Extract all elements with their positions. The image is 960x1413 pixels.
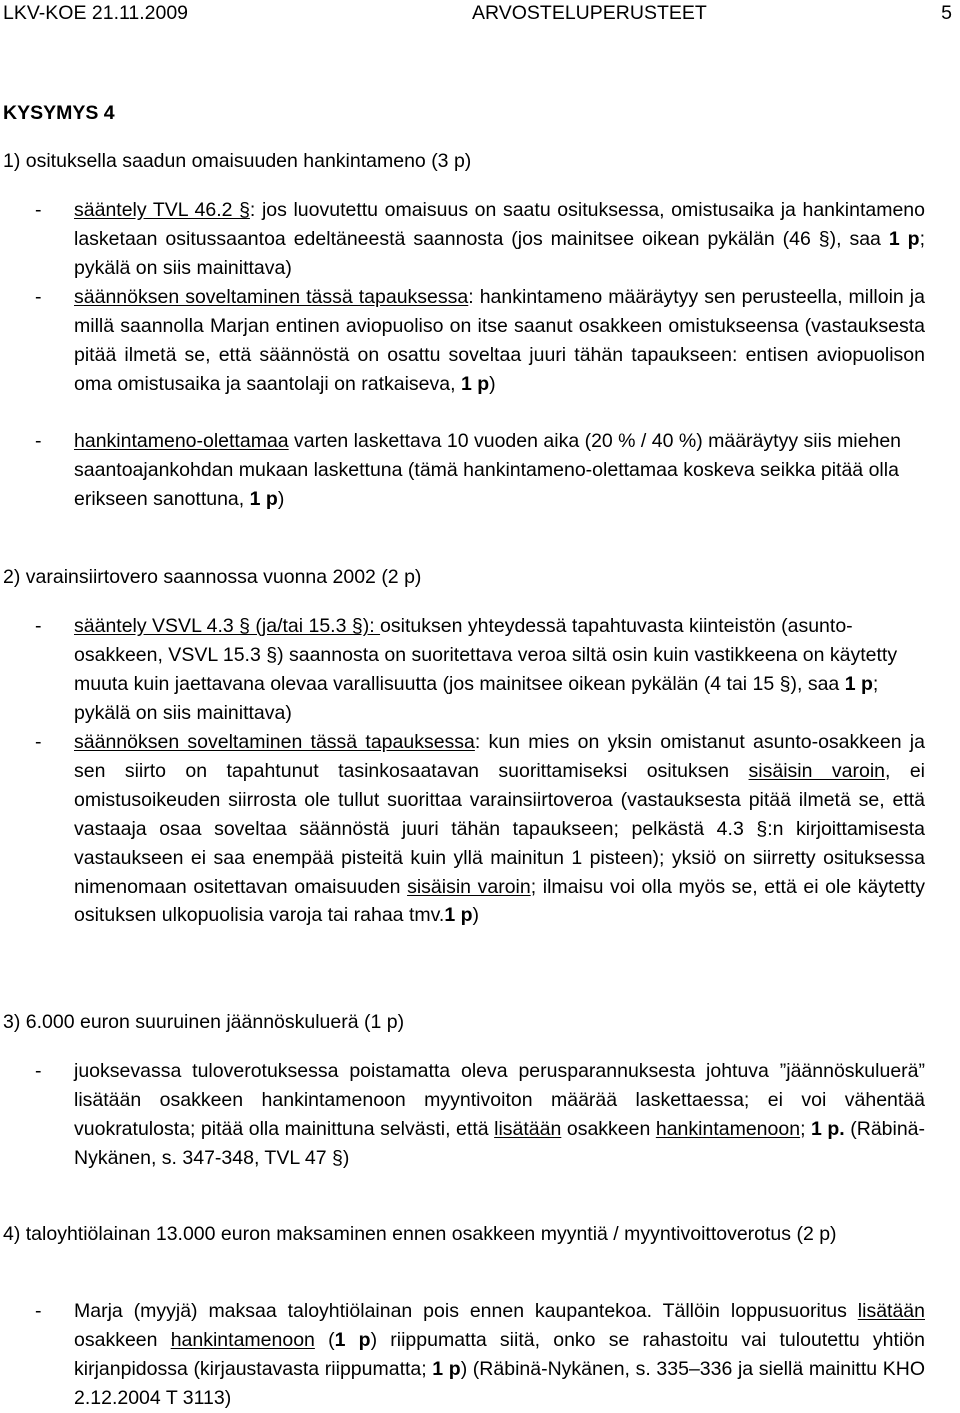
list-item-text: juoksevassa tuloverotuksessa poistamatta oleva perusparannuksesta johtuva ”jäännöskuluerä” lisätään osakkeen hankintamenoon myyntivoiton määrää laskettaessa; ei voi vähentää vuokratulosta; pitää olla mainittuna selvästi, että lisätään osakkeen hankintamenoon; 1 p. (Räbinä-Nykänen, s. 347-348, TVL 47 §)	[74, 1060, 926, 1169]
list-item	[3, 612, 925, 728]
list-item-text: sääntely VSVL 4.3 § (ja/tai 15.3 §): osituksen yhteydessä tapahtuvasta kiinteistön (asunto-osakkeen, VSVL 15.3 §) saannosta on suoritettava veroa siltä osin kuin vastikkeena on käytetty muuta kuin jaettavana olevaa varallisuutta (jos mainitsee oikean pykälän (4 tai 15 §), saa 1 p; pykälä on siis mainittava)	[74, 615, 898, 724]
header-page-number: 5	[941, 2, 952, 24]
section-heading-2: 2) varainsiirtovero saannossa vuonna 2002 (2 p)	[3, 566, 422, 588]
bullet-dash: -	[35, 199, 42, 221]
list-item-text: hankintameno-olettamaa varten laskettava 10 vuoden aika (20 % / 40 %) määräytyy siis miehen saantoajankohdan mukaan laskettuna (tämä hankintameno-olettamaa koskeva seikka pitää olla erikseen sanottuna, 1 p)	[74, 430, 902, 510]
question-title: KYSYMYS 4	[3, 102, 115, 124]
section-heading-3: 3) 6.000 euron suuruinen jäännöskuluerä (1 p)	[3, 1011, 405, 1033]
list-item	[3, 196, 925, 283]
list-item-text: säännöksen soveltaminen tässä tapauksessa: hankintameno määräytyy sen perusteella, milloin ja millä saannolla Marjan entinen aviopuoliso on itse saanut osakkeen omistukseensa (vastauksesta pitää ilmetä se, että säännöstä on osattu soveltaa juuri tähän tapaukseen: entisen aviopuolison oma omistusaika ja saantolaji on ratkaiseva, 1 p)	[74, 286, 925, 395]
list-item-text: säännöksen soveltaminen tässä tapauksessa: kun mies on yksin omistanut asunto-osakkeen ja sen siirto on tapahtunut tasinkosaatavan suorittamiseksi osituksen sisäisin varoin, ei omistusoikeuden siirrosta ole tullut suorittaa varainsiirtoveroa (vastauksesta pitää ilmetä se, että vastaaja osaa soveltaa säännöstä juuri tähän tapaukseen; pelkästä 4.3 §:n kirjoittamisesta vastaukseen ei saa enempää pisteitä kuin yllä mainitun 1 pisteen); yksiö on siirretty osituksessa nimenomaan ositettavan omaisuuden sisäisin varoin; ilmaisu voi olla myös se, että ei ole käytetty osituksen ulkopuolisia varoja tai rahaa tmv.1 p)	[74, 731, 925, 927]
bullet-dash: -	[35, 615, 42, 637]
bullet-dash: -	[35, 430, 42, 452]
section-heading-1: 1) osituksella saadun omaisuuden hankintameno (3 p)	[3, 150, 472, 172]
list-item	[3, 1057, 925, 1173]
list-item	[3, 728, 925, 930]
bullet-dash: -	[35, 1060, 42, 1082]
header-title: ARVOSTELUPERUSTEET	[472, 2, 707, 24]
list-item	[3, 283, 925, 399]
bullet-dash: -	[35, 286, 42, 308]
list-item-text: sääntely TVL 46.2 §: jos luovutettu omaisuus on saatu osituksessa, omistusaika ja hankintameno lasketaan ositussaantoa edeltäneestä saannosta (jos mainitsee oikean pykälän (46 §), saa 1 p; pykälä on siis mainittava)	[74, 199, 925, 279]
page-header	[3, 0, 952, 26]
list-item	[3, 427, 925, 514]
list-item-text: Marja (myyjä) maksaa taloyhtiölainan pois ennen kaupantekoa. Tällöin loppusuoritus lisätään osakkeen hankintamenoon (1 p) riippumatta siitä, onko se rahastoitu vai tuloutettu yhtiön kirjanpidossa (kirjaustavasta riippumatta; 1 p) (Räbinä-Nykänen, s. 335–336 ja siellä mainittu KHO 2.12.2004 T 3113)	[74, 1300, 925, 1409]
header-exam-date: LKV-KOE 21.11.2009	[3, 2, 189, 24]
bullet-dash: -	[35, 1300, 42, 1322]
bullet-dash: -	[35, 731, 42, 753]
section-heading-4: 4) taloyhtiölainan 13.000 euron maksaminen ennen osakkeen myyntiä / myyntivoittoverotus (2 p)	[3, 1223, 837, 1245]
list-item	[3, 1297, 925, 1413]
